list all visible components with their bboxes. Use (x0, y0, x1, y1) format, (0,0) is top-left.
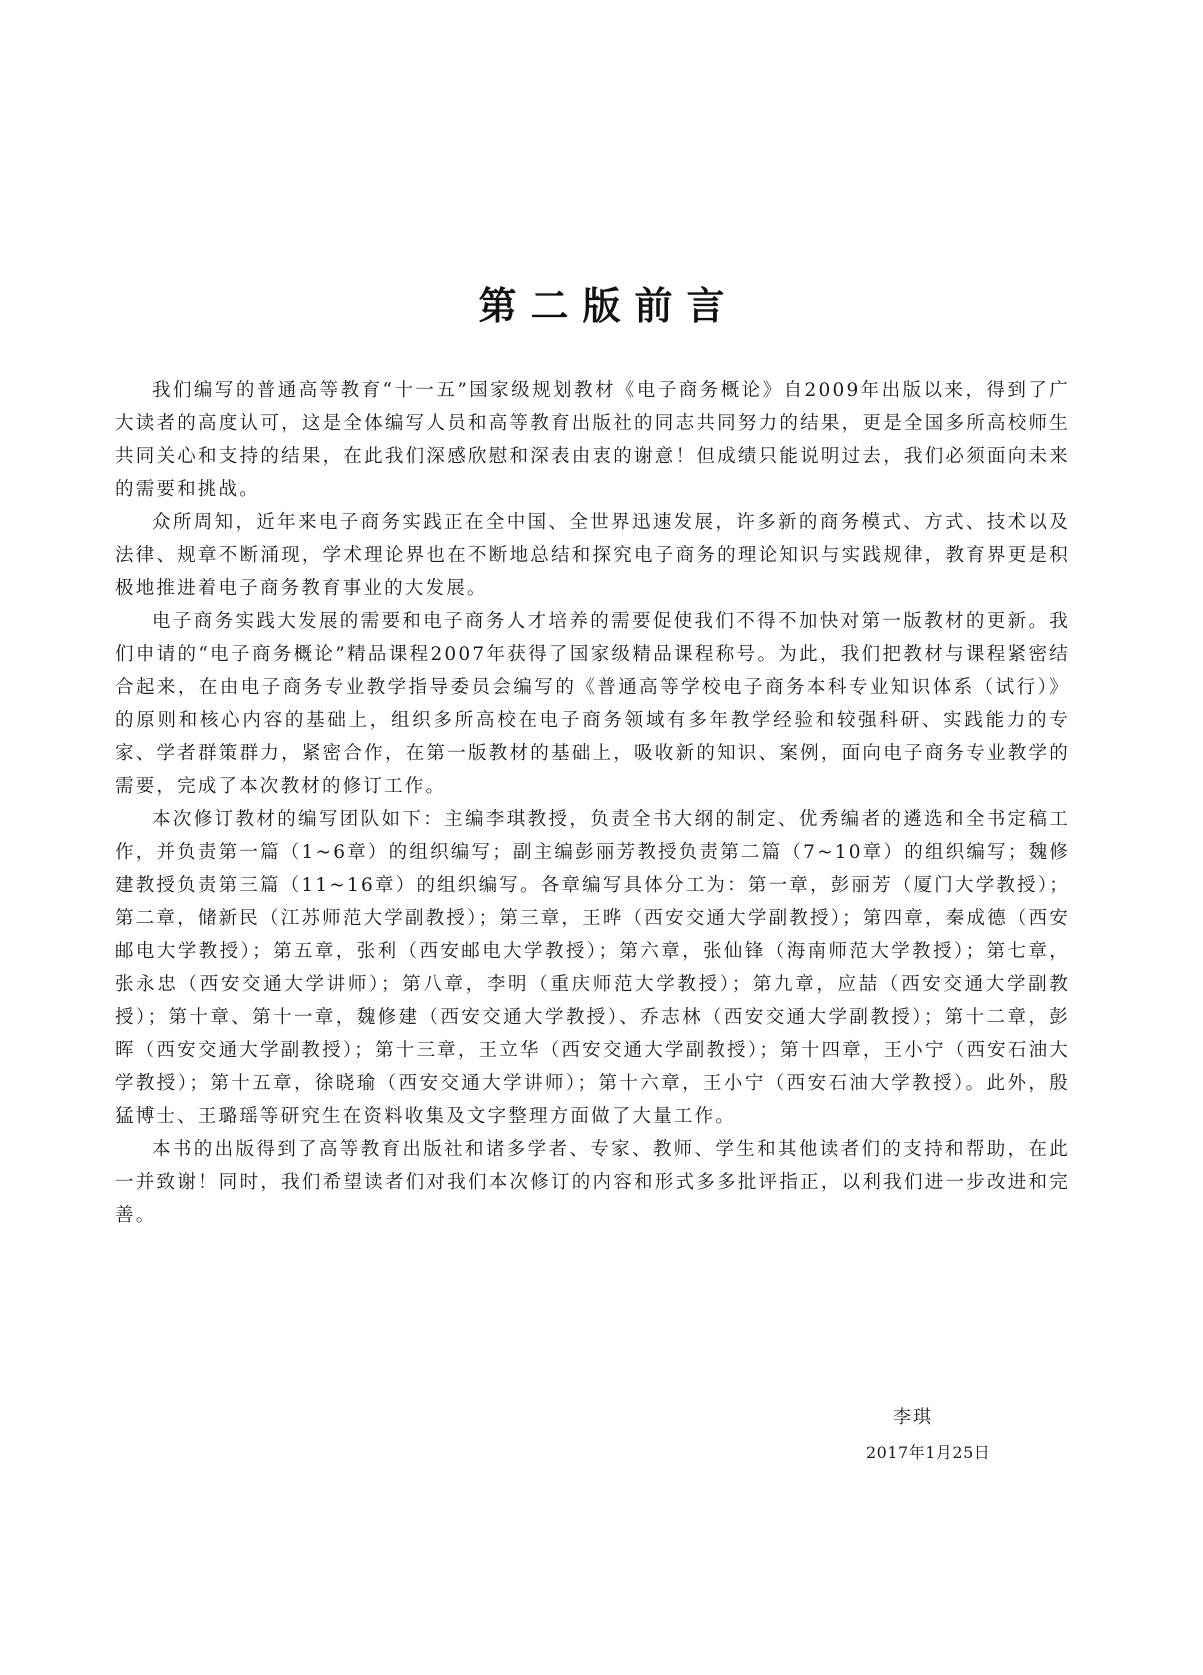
paragraph: 众所周知，近年来电子商务实践正在全中国、全世界迅速发展，许多新的商务模式、方式、技术以及法律、规章不断涌现，学术理论界也在不断地总结和探究电子商务的理论知识与实践规律，教育界更是积极地推进着电子商务教育事业的大发展。 (115, 512, 1070, 599)
preface-body (115, 374, 1070, 1232)
signing-date: 2017年1月25日 (866, 1443, 991, 1462)
author-signature: 李琪 (893, 1407, 933, 1428)
paragraph: 电子商务实践大发展的需要和电子商务人才培养的需要促使我们不得不加快对第一版教材的更新。我们申请的“电子商务概论”精品课程2007年获得了国家级精品课程称号。为此，我们把教材与课程紧密结合起来，在由电子商务专业教学指导委员会编写的《普通高等学校电子商务本科专业知识体系（试行）》的原则和核心内容的基础上，组织多所高校在电子商务领域有多年教学经验和较强科研、实践能力的专家、学者群策群力，紧密合作，在第一版教材的基础上，吸收新的知识、案例，面向电子商务专业教学的需要，完成了本次教材的修订工作。 (115, 611, 1070, 797)
paragraph: 本书的出版得到了高等教育出版社和诸多学者、专家、教师、学生和其他读者们的支持和帮助，在此一并致谢！同时，我们希望读者们对我们本次修订的内容和形式多多批评指正，以利我们进一步改进和完善。 (115, 1139, 1070, 1226)
paragraph: 我们编写的普通高等教育“十一五”国家级规划教材《电子商务概论》自2009年出版以来，得到了广大读者的高度认可，这是全体编写人员和高等教育出版社的同志共同努力的结果，更是全国多所高校师生共同关心和支持的结果，在此我们深感欣慰和深表由衷的谢意！但成绩只能说明过去，我们必须面向未来的需要和挑战。 (115, 380, 1070, 500)
paragraph: 本次修订教材的编写团队如下：主编李琪教授，负责全书大纲的制定、优秀编者的遴选和全书定稿工作，并负责第一篇（1~6章）的组织编写；副主编彭丽芳教授负责第二篇（7~10章）的组织编写；魏修建教授负责第三篇（11~16章）的组织编写。各章编写具体分工为：第一章，彭丽芳（厦门大学教授）；第二章，储新民（江苏师范大学副教授）；第三章，王晔（西安交通大学副教授）；第四章，秦成德（西安邮电大学教授）；第五章，张利（西安邮电大学教授）；第六章，张仙锋（海南师范大学教授）；第七章，张永忠（西安交通大学讲师）；第八章，李明（重庆师范大学教授）；第九章，应喆（西安交通大学副教授）；第十章、第十一章，魏修建（西安交通大学教授）、乔志林（西安交通大学副教授）；第十二章，彭晖（西安交通大学副教授）；第十三章，王立华（西安交通大学副教授）；第十四章，王小宁（西安石油大学教授）；第十五章，徐晓瑜（西安交通大学讲师）；第十六章，王小宁（西安石油大学教授）。此外，殷猛博士、王璐瑶等研究生在资料收集及文字整理方面做了大量工作。 (115, 809, 1070, 1127)
page-title: 第二版前言 (478, 284, 739, 329)
